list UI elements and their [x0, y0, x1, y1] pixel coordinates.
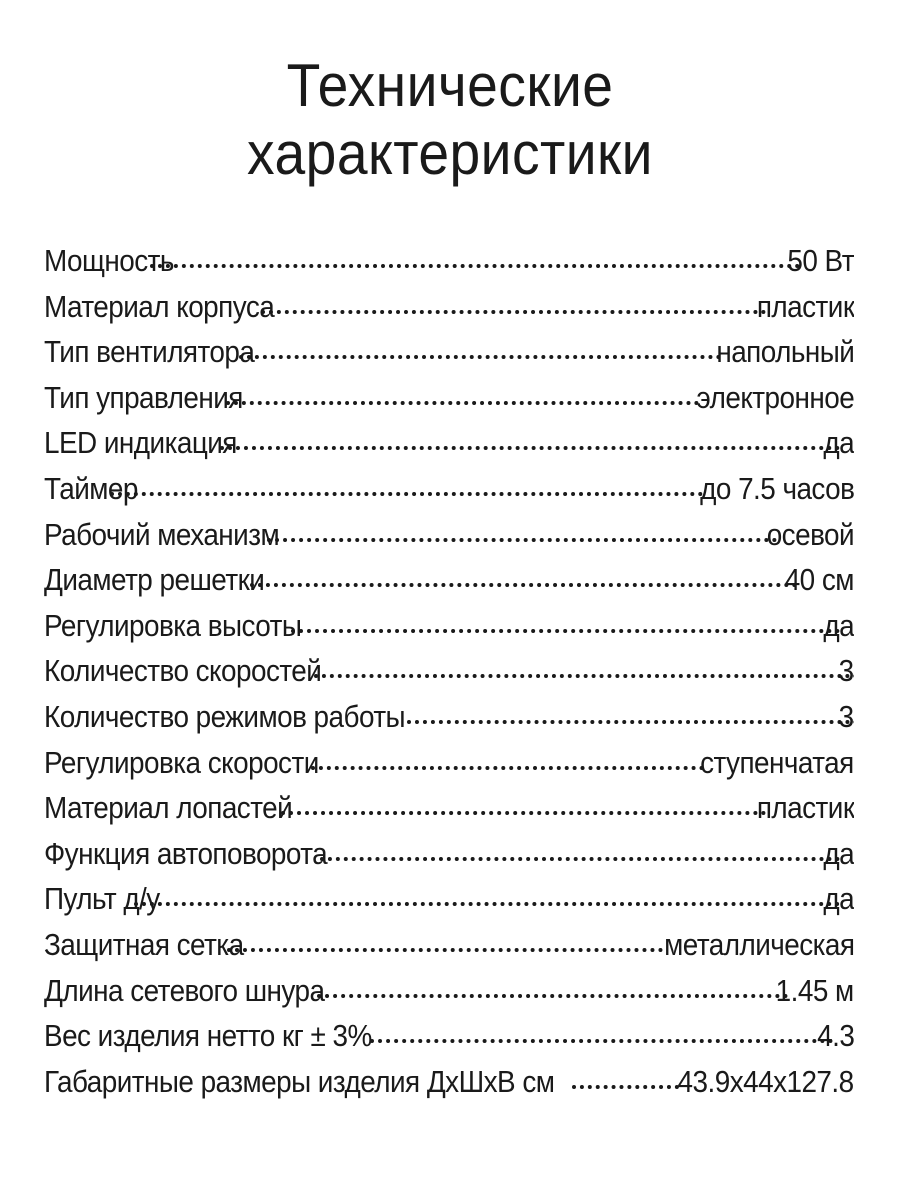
spec-row [44, 238, 854, 284]
spec-label: Функция автоповорота [44, 835, 328, 871]
dot-leader [291, 629, 840, 633]
spec-value: напольный [716, 334, 854, 370]
page-title [36, 52, 864, 188]
spec-label: Рабочий механизм [44, 516, 280, 552]
spec-value: 4.3 [816, 1018, 854, 1054]
spec-row [44, 648, 854, 694]
spec-row [44, 831, 854, 877]
spec-value: 50 Вт [787, 243, 854, 278]
dot-leader [220, 446, 840, 450]
page-title-line-1: Технические [286, 52, 614, 119]
spec-label: Длина сетевого шнура [44, 972, 325, 1008]
spec-label: LED индикация [44, 425, 237, 461]
spec-value: осевой [766, 516, 854, 552]
spec-label: Габаритные размеры изделия ДхШхВ см [44, 1063, 555, 1099]
dot-leader [281, 811, 766, 815]
spec-row [44, 785, 854, 831]
spec-value: ступенчатая [700, 744, 854, 780]
spec-value: 1.45 м [775, 972, 854, 1008]
spec-label: Материал лопастей [44, 790, 293, 826]
spec-label: Регулировка скорости [44, 744, 319, 780]
spec-row [44, 557, 854, 603]
spec-label: Количество скоростей [44, 653, 322, 689]
spec-row [44, 968, 854, 1014]
dot-leader [572, 1085, 678, 1089]
dot-leader [134, 902, 840, 906]
spec-label: Таймер [44, 470, 138, 506]
dot-leader [311, 766, 704, 770]
spec-value: до 7.5 часов [699, 470, 854, 506]
dot-leader [150, 264, 801, 268]
spec-value: 40 см [784, 562, 854, 598]
spec-row [44, 603, 854, 649]
spec-label: Защитная сетка [44, 926, 244, 962]
dot-leader [226, 401, 699, 405]
spec-label: Количество режимов работы [44, 698, 406, 734]
dot-leader [317, 994, 788, 998]
dot-leader [261, 310, 766, 314]
spec-row [44, 420, 854, 466]
spec-row [44, 1013, 854, 1059]
spec-label: Мощность [44, 243, 174, 278]
spec-label: Диаметр решетки [44, 562, 265, 598]
spec-value: да [823, 425, 854, 461]
dot-leader [407, 720, 854, 724]
spec-label: Пульт д/у [44, 881, 160, 917]
page-title-line-2: характеристики [247, 120, 653, 187]
spec-value: да [823, 607, 854, 643]
dot-leader [110, 492, 703, 496]
spec-label: Тип управления [44, 379, 243, 415]
spec-value: пластик [756, 790, 854, 826]
spec-row [44, 1059, 854, 1105]
spec-row [44, 876, 854, 922]
dot-leader [227, 948, 663, 952]
spec-value: 3 [839, 653, 854, 689]
spec-row [44, 694, 854, 740]
spec-label: Вес изделия нетто кг ± 3% [44, 1018, 372, 1054]
spec-value: пластик [756, 288, 854, 324]
spec-label: Регулировка высоты [44, 607, 302, 643]
spec-value: 43.9х44х127.8 [677, 1063, 854, 1099]
dot-leader [314, 674, 854, 678]
spec-row [44, 922, 854, 968]
dot-leader [370, 1039, 833, 1043]
spec-row [44, 284, 854, 330]
spec-row [44, 375, 854, 421]
spec-value: да [823, 835, 854, 871]
spec-row [44, 329, 854, 375]
spec-label: Материал корпуса [44, 288, 275, 324]
dot-leader [320, 857, 840, 861]
dot-leader [239, 355, 721, 359]
spec-value: 3 [839, 698, 854, 734]
spec-row [44, 740, 854, 786]
spec-list [44, 238, 854, 1104]
spec-label: Тип вентилятора [44, 334, 255, 370]
dot-leader [267, 538, 778, 542]
spec-row [44, 512, 854, 558]
spec-value: да [823, 881, 854, 917]
spec-value: металлическая [663, 926, 854, 962]
dot-leader [250, 583, 797, 587]
spec-value: электронное [696, 379, 854, 415]
spec-row [44, 466, 854, 512]
